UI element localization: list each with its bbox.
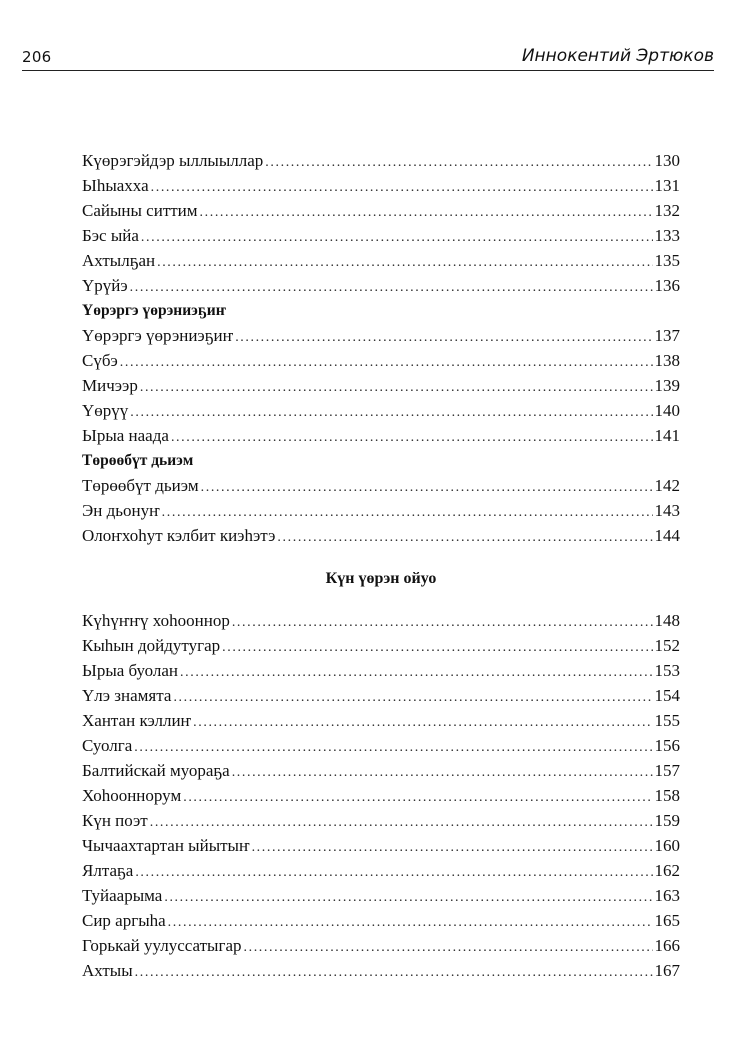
toc-entry-page: 159 (654, 811, 680, 830)
toc-entry-page: 166 (654, 936, 680, 955)
toc-section-heading: Күн үөрэн ойуо (325, 570, 437, 587)
toc-entry-title: Сир аргыһа (82, 911, 166, 930)
toc-entry-title: Бэс ыйа (82, 226, 139, 245)
dot-leader (265, 150, 652, 175)
toc-entry-title: Хоһооннорум (82, 786, 182, 805)
toc-entry (82, 198, 680, 223)
toc-entry-page: 163 (654, 886, 680, 905)
toc-entry-title: Туйаарыма (82, 886, 163, 905)
toc-entry (82, 933, 680, 958)
toc-entry (82, 248, 680, 273)
dot-leader (135, 960, 653, 985)
dot-leader (162, 500, 653, 525)
toc-entry-title: Ырыа наада (82, 426, 169, 445)
toc-entry-title: Төрөөбүт дьиэм (82, 476, 199, 495)
toc-entry-page: 141 (654, 426, 680, 445)
toc-entry-title: Чычаахтартан ыйытыҥ (82, 836, 250, 855)
dot-leader (150, 810, 653, 835)
dot-leader (168, 910, 653, 935)
toc-entry-title: Сүбэ (82, 351, 118, 370)
toc-entry (82, 908, 680, 933)
dot-leader (171, 425, 653, 450)
toc-entry-title: Хантан кэллиҥ (82, 711, 192, 730)
toc-entry (82, 733, 680, 758)
dot-leader (201, 475, 653, 500)
dot-leader (134, 735, 652, 760)
toc-entry-page: 130 (654, 151, 680, 170)
toc-entry-title: Ырыа буолан (82, 661, 179, 680)
toc-entry (82, 423, 680, 448)
toc-entry (82, 323, 680, 348)
toc-entry-title: Күһүҥҥү хоһооннор (82, 611, 230, 630)
toc-entry-title: Балтийскай муораҕа (82, 761, 230, 780)
toc-entry-title: Эн дьонуҥ (82, 501, 160, 520)
running-header (22, 46, 714, 71)
dot-leader (173, 685, 652, 710)
dot-leader (120, 350, 653, 375)
toc-entry-page: 140 (654, 401, 680, 420)
toc-entry (82, 858, 680, 883)
toc-entry-page: 156 (654, 736, 680, 755)
toc-entry-page: 152 (654, 636, 680, 655)
toc-entry (82, 658, 680, 683)
toc-entry-page: 160 (654, 836, 680, 855)
toc-entry (82, 833, 680, 858)
toc-entry-page: 142 (654, 476, 680, 495)
dot-leader (232, 760, 653, 785)
toc-entry-title: Ахтыы (82, 961, 133, 980)
toc-entry (82, 498, 680, 523)
toc-entry (82, 758, 680, 783)
toc-entry (82, 633, 680, 658)
toc-entry-page: 153 (654, 661, 680, 680)
dot-leader (140, 375, 653, 400)
dot-leader (200, 200, 653, 225)
dot-leader (193, 710, 652, 735)
table-of-contents (82, 148, 680, 983)
toc-entry-title: Үөрүү (82, 401, 129, 420)
toc-entry-title: Ялтаҕа (82, 861, 134, 880)
dot-leader (135, 860, 652, 885)
toc-entry-page: 148 (654, 611, 680, 630)
dot-leader (232, 610, 653, 635)
toc-entry-title: Үрүйэ (82, 276, 128, 295)
toc-entry-title: Олоҥхоһут кэлбит киэһэтэ (82, 526, 276, 545)
toc-entry-page: 157 (654, 761, 680, 780)
toc-entry (82, 398, 680, 423)
dot-leader (130, 275, 653, 300)
toc-entry-page: 162 (654, 861, 680, 880)
toc-entry (82, 273, 680, 298)
toc-entry (82, 708, 680, 733)
toc-subheading: Төрөөбүт дьиэм (82, 452, 194, 469)
toc-entry-page: 155 (654, 711, 680, 730)
dot-leader (277, 525, 652, 550)
toc-subheading: Үөрэргэ үөрэниэҕиҥ (82, 302, 227, 319)
toc-entry-title: Күөрэгэйдэр ыллыыллар (82, 151, 264, 170)
page-number: 206 (22, 48, 52, 66)
toc-entry (82, 223, 680, 248)
dot-leader (151, 175, 653, 200)
dot-leader (157, 250, 652, 275)
toc-entry-title: Ыһыахха (82, 176, 149, 195)
toc-entry (82, 523, 680, 548)
toc-entry (82, 608, 680, 633)
toc-entry-title: Кыһын дойдутугар (82, 636, 221, 655)
toc-entry (82, 173, 680, 198)
toc-entry-title: Суолга (82, 736, 133, 755)
toc-entry-page: 144 (654, 526, 680, 545)
toc-entry-page: 167 (654, 961, 680, 980)
toc-entry (82, 473, 680, 498)
dot-leader (252, 835, 653, 860)
running-title: Иннокентий Эртюков (521, 46, 714, 66)
toc-entry-page: 165 (654, 911, 680, 930)
dot-leader (141, 225, 653, 250)
toc-entry-page: 132 (654, 201, 680, 220)
toc-entry-page: 136 (654, 276, 680, 295)
toc-entry-page: 133 (654, 226, 680, 245)
toc-entry-title: Үлэ знамята (82, 686, 172, 705)
toc-entry (82, 683, 680, 708)
toc-entry-page: 154 (654, 686, 680, 705)
toc-entry (82, 783, 680, 808)
toc-entry-title: Сайыны ситтим (82, 201, 198, 220)
toc-entry (82, 958, 680, 983)
dot-leader (183, 785, 652, 810)
dot-leader (244, 935, 653, 960)
dot-leader (235, 325, 652, 350)
toc-entry-page: 139 (654, 376, 680, 395)
toc-entry-page: 138 (654, 351, 680, 370)
toc-entry-page: 158 (654, 786, 680, 805)
toc-entry (82, 373, 680, 398)
toc-entry-title: Үөрэргэ үөрэниэҕиҥ (82, 326, 234, 345)
toc-entry-title: Ахтылҕан (82, 251, 156, 270)
toc-entry-title: Горькай уулуссатыгар (82, 936, 242, 955)
dot-leader (130, 400, 652, 425)
toc-entry (82, 883, 680, 908)
toc-entry-page: 143 (654, 501, 680, 520)
toc-entry (82, 348, 680, 373)
toc-entry-page: 137 (654, 326, 680, 345)
dot-leader (180, 660, 652, 685)
toc-entry (82, 808, 680, 833)
toc-entry-title: Күн поэт (82, 811, 148, 830)
toc-entry (82, 148, 680, 173)
toc-entry-page: 131 (654, 176, 680, 195)
toc-entry-page: 135 (654, 251, 680, 270)
toc-entry-title: Мичээр (82, 376, 138, 395)
dot-leader (222, 635, 652, 660)
dot-leader (164, 885, 652, 910)
